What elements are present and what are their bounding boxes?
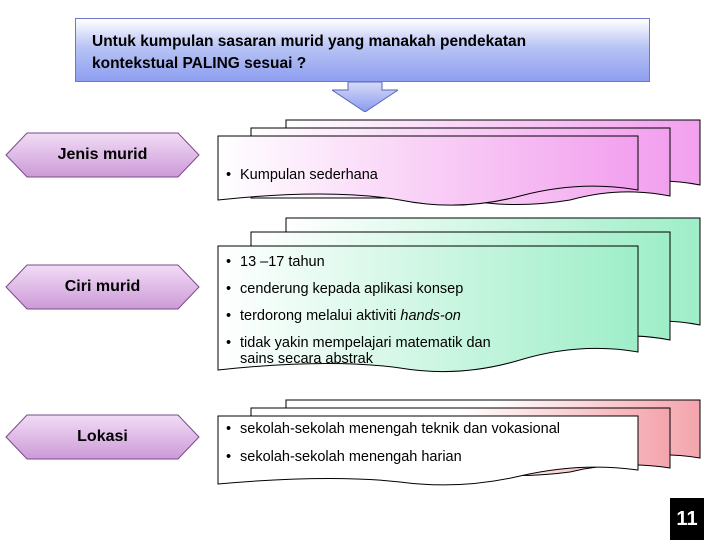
doc-stack-jenis [218, 120, 700, 205]
list-item: • Kumpulan sederhana [226, 167, 378, 183]
hex-label-jenis [5, 132, 200, 178]
question-line-2: kontekstual PALING sesuai ? [92, 55, 307, 72]
list-jenis [226, 167, 378, 183]
list-item-text: tidak yakin mempelajari matematik dan [240, 335, 491, 351]
list-item: • sekolah-sekolah menengah teknik dan vokasional [226, 421, 560, 437]
list-item [226, 308, 491, 324]
list-item-text: terdorong melalui aktiviti [240, 308, 397, 324]
list-item-emphasis: hands-on [400, 308, 461, 324]
list-item: • sekolah-sekolah menengah harian [226, 449, 560, 465]
list-lokasi [226, 421, 560, 465]
page-number: 11 [670, 498, 704, 540]
list-item: • 13 –17 tahun [226, 254, 491, 270]
hex-label-lokasi [5, 414, 200, 460]
hex-label-text: Jenis murid [57, 146, 148, 163]
hex-label-ciri [5, 264, 200, 310]
hex-label-text: Ciri murid [64, 278, 141, 295]
list-ciri [226, 254, 491, 367]
question-line-1: Untuk kumpulan sasaran murid yang manakah pendekatan [92, 33, 527, 50]
hex-label-text: Lokasi [77, 428, 128, 445]
list-item [226, 335, 491, 367]
list-item: • cenderung kepada aplikasi konsep [226, 281, 491, 297]
list-item-continuation: sains secara abstrak [240, 351, 373, 367]
